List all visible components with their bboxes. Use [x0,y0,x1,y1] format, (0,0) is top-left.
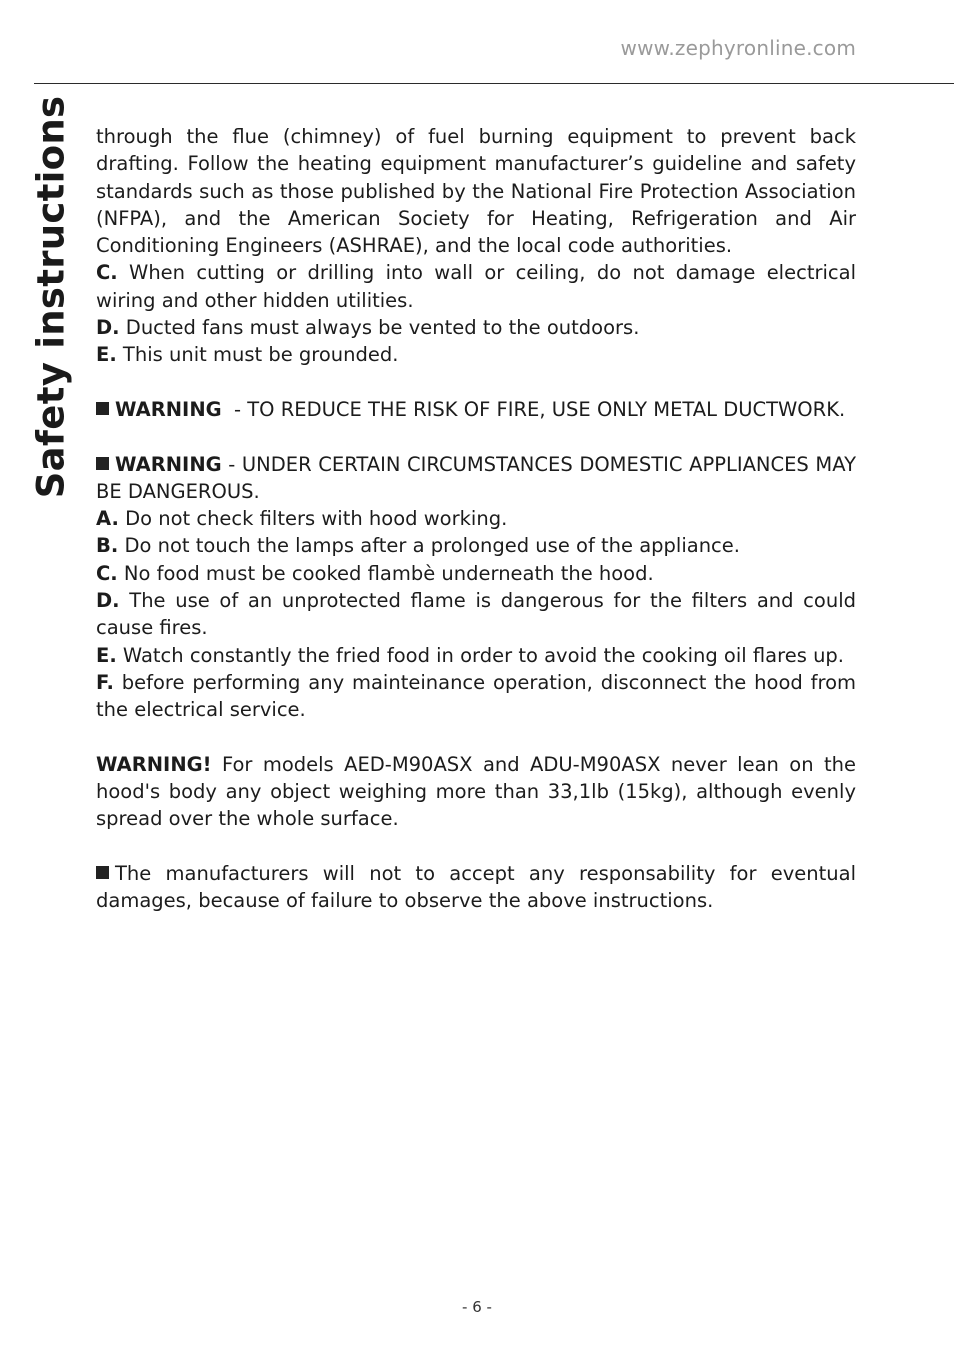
header-divider [34,83,954,84]
list-item-b [96,532,856,559]
list-item-label: B. [96,534,119,558]
disclaimer-paragraph [96,860,856,915]
list-item-text: No food must be cooked flambè underneath the hood. [117,561,654,585]
list-item-c [96,259,856,314]
list-item-text: Ducted fans must always be vented to the outdoors. [119,316,640,340]
page-number: - 6 - [462,1298,492,1316]
list-item-d [96,314,856,341]
square-bullet-icon [96,402,109,415]
intro-paragraph: through the flue (chimney) of fuel burning equipment to prevent back drafting. Follow the heating equipment manufacturer’s guideline and safety standards such as those published by the National Fire Protection Association (NFPA), and the American Society for Heating, Refrigeration and Air Conditioning Engineers (ASHRAE), and the local code authorities. [96,125,856,258]
list-item-label: F. [96,670,114,694]
list-item-text: When cutting or drilling into wall or ceiling, do not damage electrical wiring and other hidden utilities. [96,261,856,312]
warning-label: WARNING [115,397,222,421]
list-item-text: Do not check filters with hood working. [118,507,508,531]
list-item-f [96,669,856,724]
list-item-e [96,341,856,368]
list-item-label: D. [96,316,120,340]
disclaimer-text: The manufacturers will not to accept any responsability for eventual damages, because of failure to observe the above instructions. [96,862,856,913]
list-item-label: A. [96,507,119,531]
list-item-text: The use of an unprotected flame is dangerous for the filters and could cause fires. [96,589,856,640]
list-item-label: E. [96,643,117,667]
list-item-c [96,560,856,587]
list-item-label: C. [96,261,118,285]
warning-domestic-appliances [96,451,856,506]
warning-label: WARNING [115,452,222,476]
warning-weight-limit [96,751,856,833]
square-bullet-icon [96,866,109,879]
list-item-e [96,642,856,669]
list-item-text: before performing any mainteinance operation, disconnect the hood from the electrical service. [96,670,856,722]
list-item-d [96,587,856,642]
list-item-text: This unit must be grounded. [116,343,399,367]
square-bullet-icon [96,457,109,470]
list-item-a [96,505,856,532]
list-item-label: D. [96,589,120,613]
warning-text: - TO REDUCE THE RISK OF FIRE, USE ONLY METAL DUCTWORK. [221,397,846,421]
safety-instructions-body [96,123,856,915]
spacer [96,724,856,751]
warning-label: WARNING! [96,752,212,776]
section-title-vertical: Safety instructions [29,95,73,499]
warning-text: - UNDER CERTAIN CIRCUMSTANCES DOMESTIC APPLIANCES MAY BE DANGEROUS. [96,452,856,503]
list-item-text: Do not touch the lamps after a prolonged use of the appliance. [118,534,740,558]
list-item-label: E. [96,343,117,367]
warning-metal-ductwork [96,396,856,423]
list-item-label: C. [96,561,118,585]
list-item-text: Watch constantly the fried food in order to avoid the cooking oil flares up. [116,643,845,667]
warning-text: For models AED-M90ASX and ADU-M90ASX never lean on the hood's body any object weighing more than 33,1lb (15kg), although evenly spread over the whole surface. [96,752,856,831]
spacer [96,369,856,396]
website-url: www.zephyronline.com [620,36,856,60]
spacer [96,423,856,450]
spacer [96,833,856,860]
